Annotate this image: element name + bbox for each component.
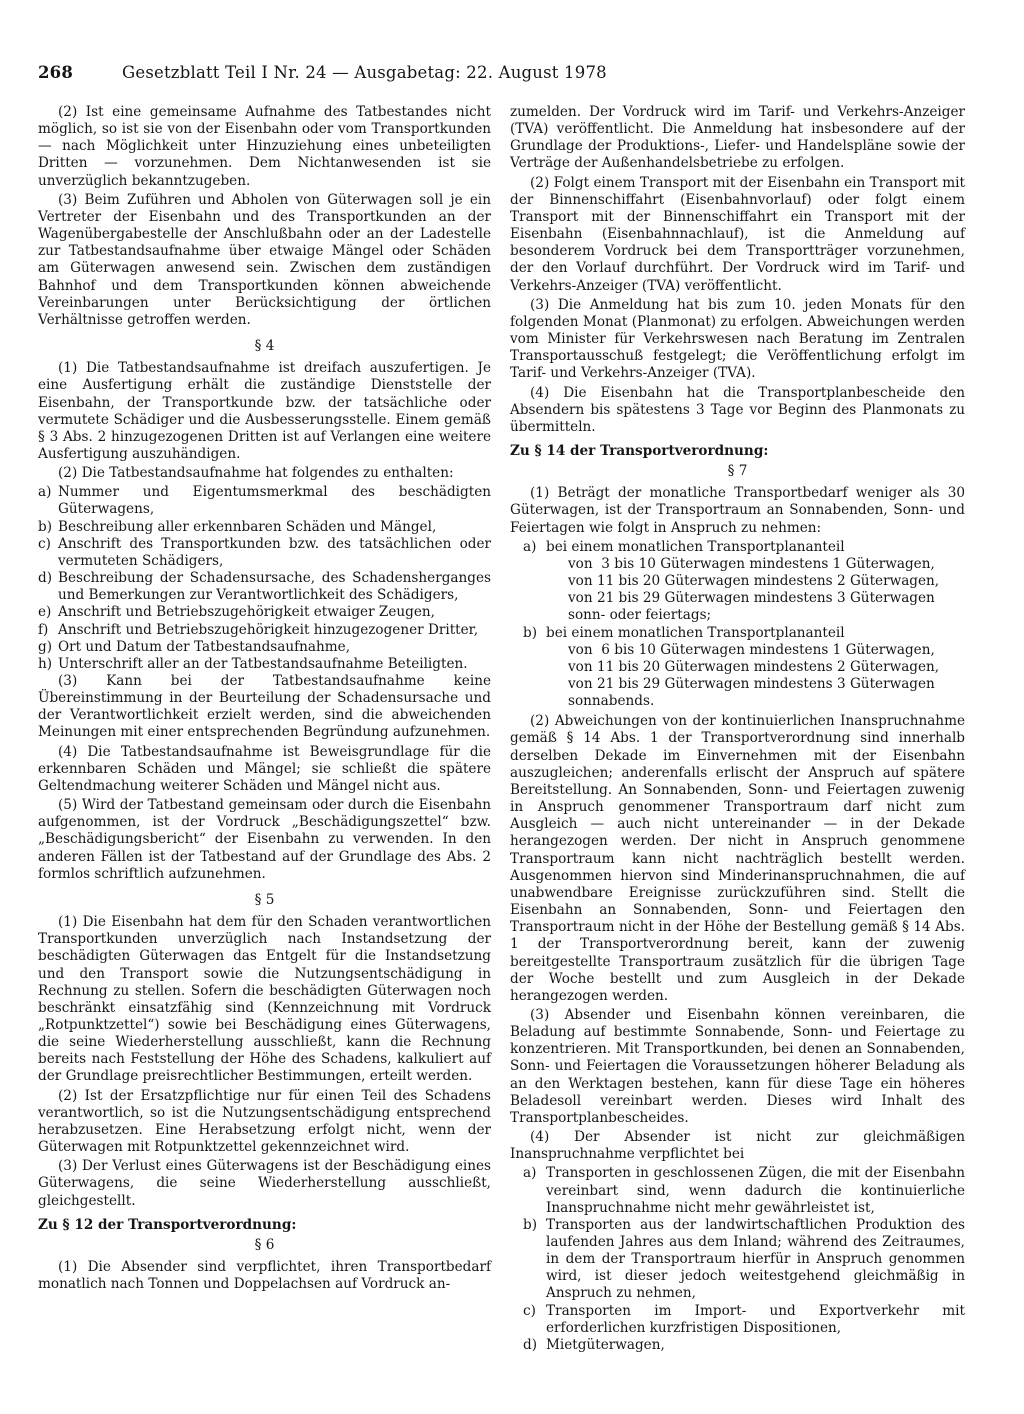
list-text: bei einem monatlichen Transportplananteil <box>546 538 845 555</box>
list-marker: b) <box>38 518 53 535</box>
left-column <box>38 104 491 1295</box>
paragraph: (3) Der Verlust eines Güterwagens ist der Beschädigung eines Güterwagens, die seine Wiederherstellung ausschließt, gleichgestellt. <box>38 1158 491 1209</box>
paragraph: (2) Abweichungen von der kontinuierlichen Inanspruchnahme gemäß § 14 Abs. 1 der Transportverordnung sind innerhalb derselben Dekade im Einvernehmen mit der Eisenbahn auszugleichen; anderenfalls erlischt der Anspruch auf spätere Bereitstellung. An Sonnabenden, Sonn- und Feiertagen zuwenig in Anspruch genommener Transportraum darf nicht zum Ausgleich — auch nicht untereinander — in der Dekade herangezogen werden. Der nicht in Anspruch genommene Transportraum kann nicht nachträglich bestellt werden. Ausgenommen hiervon sind Minderinanspruchnahmen, die auf unabwendbare Ereignisse zurückzuführen sind. Stellt die Eisenbahn an Sonnabenden, Sonn- und Feiertagen den Transportraum nicht in der Höhe der Bestellung gemäß § 14 Abs. 1 der Transportverordnung bereit, kann der zuwenig bereitgestellte Transportraum zusätzlich für die übrigen Tage der Woche bestellt und zum Ausgleich in der Dekade herangezogen werden. <box>510 713 965 1004</box>
list-text: Transporten im Import- und Exportverkehr mit erforderlichen kurzfristigen Dispositionen, <box>546 1302 965 1336</box>
paragraph: (3) Absender und Eisenbahn können vereinbaren, die Beladung auf bestimmte Sonnabende, Sonn- und Feiertage zu konzentrieren. Mit Transportkunden, bei denen an Sonnabenden, Sonn- und Feiertagen die Voraussetzungen höherer Beladung als an den Werktagen bestehen, kann für diese Tage ein höheres Beladesoll vereinbart werden. Dieses wird Inhalt des Transportplanbescheides. <box>510 1006 965 1126</box>
section-heading: § 7 <box>727 463 748 480</box>
list-text: Anschrift des Transportkunden bzw. des tatsächlichen oder vermuteten Schädigers, <box>58 535 491 569</box>
list-marker: g) <box>38 638 53 655</box>
list-item <box>38 570 491 604</box>
paragraph: (4) Die Eisenbahn hat die Transportplanbescheide den Absendern bis spätestens 3 Tage vor Beginn des Planmonats zu übermitteln. <box>510 384 965 435</box>
quota-line: sonn- oder feiertags; <box>568 607 712 624</box>
list-text: bei einem monatlichen Transportplananteil <box>546 624 845 641</box>
paragraph: (5) Wird der Tatbestand gemeinsam oder durch die Eisenbahn aufgenommen, ist der Vordruck „Beschädigungszettel“ bzw. „Beschädigungsbericht“ der Eisenbahn zu verwenden. In den anderen Fällen ist der Tatbestand auf der Grundlage des Abs. 2 formlos schriftlich aufzunehmen. <box>38 797 491 882</box>
paragraph: (1) Beträgt der monatliche Transportbedarf weniger als 30 Güterwagen, ist der Transportraum an Sonnabenden, Sonn- und Feiertagen wie folgt in Anspruch zu nehmen: <box>510 485 965 536</box>
list-marker: d) <box>38 570 53 587</box>
quota-line: von 6 bis 10 Güterwagen mindestens 1 Güterwagen, <box>568 641 935 658</box>
list-item <box>38 639 491 656</box>
list-item <box>510 1337 965 1354</box>
list-item <box>510 1165 965 1216</box>
paragraph: (1) Die Tatbestandsaufnahme ist dreifach auszufertigen. Je eine Ausfertigung erhält die zuständige Dienststelle der Eisenbahn, der Transportkunde bzw. der tatsächliche oder vermutete Schädiger und die Ausbesserungsstelle. Einem gemäß § 3 Abs. 2 hinzugezogenen Dritten ist auf Verlangen eine weitere Ausfertigung auszuhändigen. <box>38 360 491 462</box>
regulation-heading: Zu § 12 der Transportverordnung: <box>38 1216 297 1233</box>
paragraph: (4) Der Absender ist nicht zur gleichmäßigen Inanspruchnahme verpflichtet bei <box>510 1129 965 1163</box>
paragraph: (4) Die Tatbestandsaufnahme ist Beweisgrundlage für die erkennbaren Schäden und Mängel; sie schließt die spätere Geltendmachung weiterer Schäden und Mängel nicht aus. <box>38 743 491 794</box>
list-marker: h) <box>38 655 53 672</box>
list-item <box>38 536 491 570</box>
paragraph: (2) Die Tatbestandsaufnahme hat folgendes zu enthalten: <box>58 465 454 482</box>
enumerated-list <box>38 484 491 673</box>
paragraph: zumelden. Der Vordruck wird im Tarif- und Verkehrs-Anzeiger (TVA) veröffentlicht. Die Anmeldung hat insbesondere auf der Grundlage der Produktions-, Liefer- und Handelspläne sowie der Verträge der Außenhandelsbetriebe zu erfolgen. <box>510 104 965 172</box>
list-text: Transporten in geschlossenen Zügen, die mit der Eisenbahn vereinbart sind, wenn dadurch die kontinuierliche Inanspruchnahme nicht mehr gewährleistet ist, <box>546 1165 965 1216</box>
list-text: Beschreibung aller erkennbaren Schäden und Mängel, <box>58 518 437 535</box>
list-marker: a) <box>523 538 537 555</box>
enumerated-list <box>510 1165 965 1354</box>
section-heading: § 5 <box>254 891 275 908</box>
paragraph: (2) Ist der Ersatzpflichtige nur für einen Teil des Schadens verantwortlich, so ist die Nutzungsentschädigung entsprechend herabzusetzen. Eine Herabsetzung erfolgt nicht, wenn der Güterwagen mit Rotpunktzettel gekennzeichnet wird. <box>38 1087 491 1156</box>
section-heading: § 6 <box>254 1236 275 1253</box>
regulation-heading: Zu § 14 der Transportverordnung: <box>510 442 769 459</box>
page-header <box>38 63 982 87</box>
paragraph: (2) Folgt einem Transport mit der Eisenbahn ein Transport mit der Binnenschiffahrt (Eisenbahnvorlauf) oder folgt einem Transport mit der Binnenschiffahrt ein Transport mit der Eisenbahn (Eisenbahnnachlauf), ist die Anmeldung auf besonderem Vordruck bei dem Transportträger vorzunehmen, der den Vorlauf durchführt. Der Vordruck wird im Tarif- und Verkehrs-Anzeiger (TVA) veröffentlicht. <box>510 174 965 294</box>
quota-line: von 11 bis 20 Güterwagen mindestens 2 Güterwagen, <box>568 573 940 590</box>
quota-lines <box>568 556 965 625</box>
list-text: Unterschrift aller an der Tatbestandsaufnahme Beteiligten. <box>58 655 468 672</box>
quota-lines <box>568 642 965 711</box>
quota-line: von 21 bis 29 Güterwagen mindestens 3 Güterwagen <box>568 590 935 607</box>
list-item <box>38 656 491 673</box>
paragraph: (1) Die Absender sind verpflichtet, ihren Transportbedarf monatlich nach Tonnen und Doppelachsen auf Vordruck an- <box>38 1259 491 1293</box>
paragraph: (3) Die Anmeldung hat bis zum 10. jeden Monats für den folgenden Monat (Planmonat) zu erfolgen. Abweichungen werden vom Minister für Verkehrswesen nach Beratung im Zentralen Transportausschuß festgelegt; die Veröffentlichung erfolgt im Tarif- und Verkehrs-Anzeiger (TVA). <box>510 296 965 382</box>
paragraph: (3) Beim Zuführen und Abholen von Güterwagen soll je ein Vertreter der Eisenbahn und des Transportkunden an der Wagenübergabestelle der Anschlußbahn oder an der Ladestelle zur Tatbestandsaufnahme über etwaige Mängel oder Schäden am Güterwagen anwesend sein. Zwischen dem zuständigen Bahnhof und dem Transportkunden können abweichende Vereinbarungen unter Berücksichtigung der örtlichen Verhältnisse getroffen werden. <box>38 191 491 328</box>
list-marker: b) <box>523 624 538 641</box>
quota-line: von 3 bis 10 Güterwagen mindestens 1 Güterwagen, <box>568 555 935 572</box>
list-text: Mietgüterwagen, <box>546 1336 665 1353</box>
section-heading: § 4 <box>254 338 275 355</box>
paragraph: (1) Die Eisenbahn hat dem für den Schaden verantwortlichen Transportkunden unverzüglich nach Instandsetzung der beschädigten Güterwagen das Entgelt für die Instandsetzung und den Transport sowie die Nutzungsentschädigung in Rechnung zu stellen. Sofern die beschädigten Güterwagen noch beschränkt einsatzfähig sind (Kennzeichnung mit Vordruck „Rotpunktzettel“) sowie bei Beschädigung eines Güterwagens, die seine Wiederherstellung ausschließt, kann die Rechnung bereits nach Feststellung der Höhe des Schadens, kalkuliert auf der Grundlage preisrechtlicher Bestimmungen, erteilt werden. <box>38 914 491 1085</box>
list-marker: e) <box>38 604 52 621</box>
list-text: Ort und Datum der Tatbestandsaufnahme, <box>58 638 351 655</box>
list-text: Anschrift und Betriebszugehörigkeit hinzugezogener Dritter, <box>58 621 479 638</box>
quota-line: sonnabends. <box>568 693 655 710</box>
list-item <box>510 1217 965 1303</box>
list-item <box>510 625 965 642</box>
list-item <box>38 519 491 536</box>
list-item <box>38 622 491 639</box>
list-marker: c) <box>523 1302 536 1319</box>
list-marker: c) <box>38 535 51 552</box>
running-title: Gesetzblatt Teil I Nr. 24 — Ausgabetag: 22. August 1978 <box>122 63 607 82</box>
list-marker: a) <box>38 484 52 501</box>
list-text: Transporten aus der landwirtschaftlichen Produktion des laufenden Jahres aus dem Inland; während des Zeitraumes, in dem der Transportraum hierfür in Anspruch genommen wird, ist dieser jedoch weitestgehend gleichmäßig in Anspruch zu nehmen, <box>546 1216 965 1302</box>
list-text: Anschrift und Betriebszugehörigkeit etwaiger Zeugen, <box>58 604 435 621</box>
paragraph: (2) Ist eine gemeinsame Aufnahme des Tatbestandes nicht möglich, so ist sie von der Eisenbahn oder vom Transportkunden — nach Möglichkeit unter Hinzuziehung eines unbeteiligten Dritten — vorzunehmen. Dem Nichtanwesenden ist sie unverzüglich bekanntzugeben. <box>38 104 491 189</box>
list-item <box>510 539 965 556</box>
list-item <box>38 484 491 518</box>
list-text: Beschreibung der Schadensursache, des Schadensherganges und Bemerkungen zur Verantwortlichkeit des Schädigers, <box>58 570 491 604</box>
list-item <box>510 1303 965 1337</box>
quota-line: von 21 bis 29 Güterwagen mindestens 3 Güterwagen <box>568 676 935 692</box>
page-number: 268 <box>38 63 74 82</box>
quota-line: von 11 bis 20 Güterwagen mindestens 2 Güterwagen, <box>568 658 940 675</box>
list-marker: b) <box>523 1216 538 1233</box>
list-marker: d) <box>523 1336 538 1353</box>
list-marker: a) <box>523 1165 537 1182</box>
list-item <box>38 604 491 621</box>
right-column <box>510 104 965 1354</box>
list-marker: f) <box>38 621 49 638</box>
paragraph: (3) Kann bei der Tatbestandsaufnahme keine Übereinstimmung in der Beurteilung der Schadensursache und der Verantwortlichkeit erzielt werden, sind die abweichenden Meinungen mit einer entsprechenden Begründung aufzunehmen. <box>38 673 491 741</box>
list-text: Nummer und Eigentumsmerkmal des beschädigten Güterwagens, <box>58 484 491 518</box>
